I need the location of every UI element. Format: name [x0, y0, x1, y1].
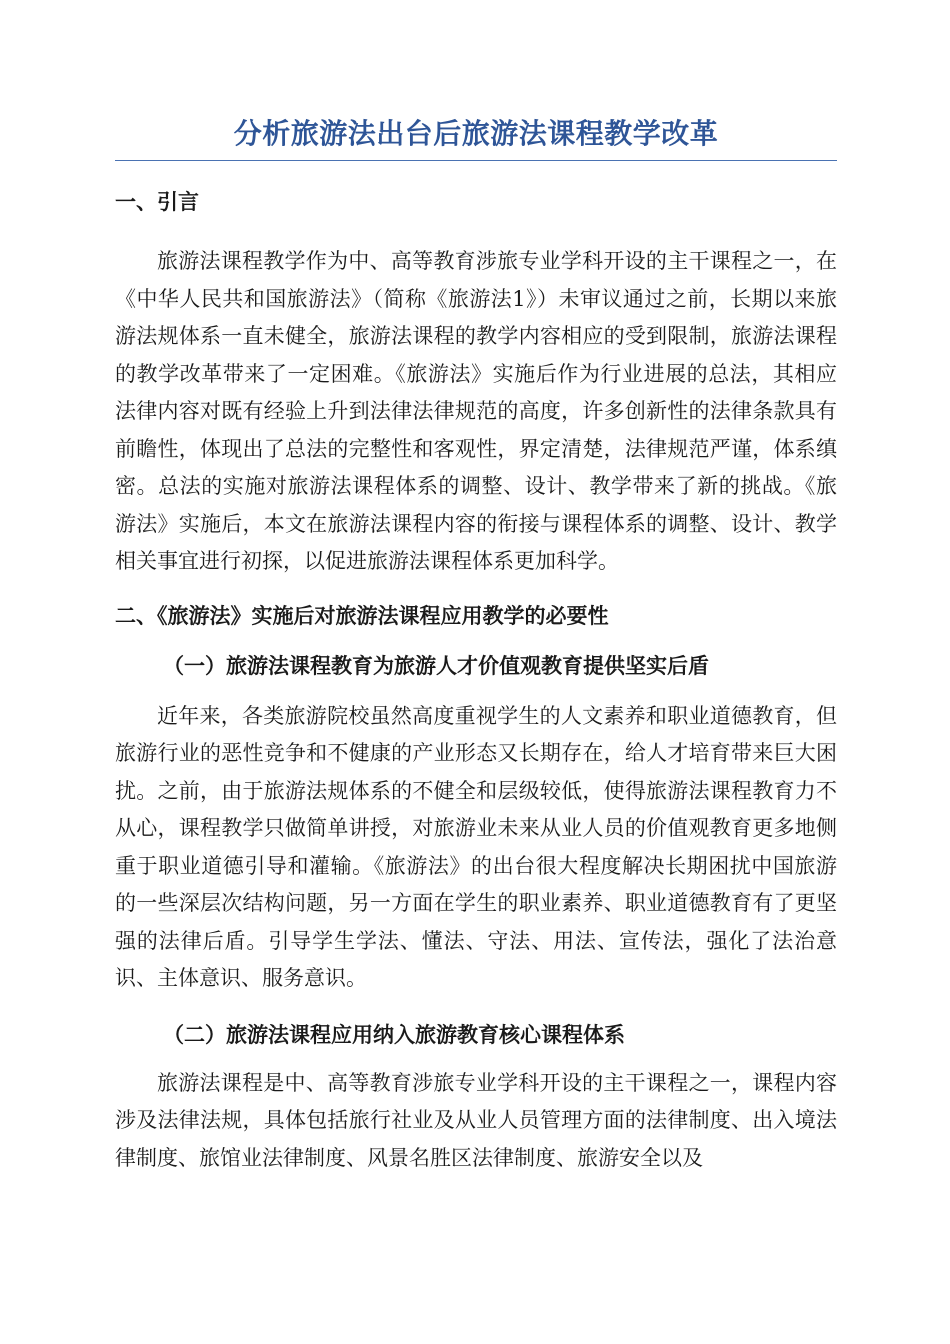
section-heading-introduction: 一、引言 — [115, 190, 199, 214]
section-heading-necessity: 二、《旅游法》实施后对旅游法课程应用教学的必要性 — [115, 603, 609, 628]
subsection-heading-core-curriculum: （二）旅游法课程应用纳入旅游教育核心课程体系 — [163, 1021, 625, 1047]
title-underline — [115, 160, 837, 161]
introduction-paragraph: 旅游法课程教学作为中、高等教育涉旅专业学科开设的主干课程之一，在《中华人民共和国旅游法》（简称《旅游法1》）未审议通过之前，长期以来旅游法规体系一直未健全，旅游法课程的教学内容相应的受到限制，旅游法课程的教学改革带来了一定困难。《旅游法》实施后作为行业进展的总法，其相应法律内容对既有经验上升到法律法律规范的高度，许多创新性的法律条款具有前瞻性，体现出了总法的完整性和客观性，界定清楚，法律规范严谨，体系缜密。总法的实施对旅游法课程体系的调整、设计、教学带来了新的挑战。《旅游法》实施后，本文在旅游法课程内容的衔接与课程体系的调整、设计、教学相关事宜进行初探，以促进旅游法课程体系更加科学。 — [115, 249, 837, 573]
value-education-paragraph: 近年来，各类旅游院校虽然高度重视学生的人文素养和职业道德教育，但旅游行业的恶性竞争和不健康的产业形态又长期存在，给人才培育带来巨大困扰。之前，由于旅游法规体系的不健全和层级较低，使得旅游法课程教育力不从心，课程教学只做简单讲授，对旅游业未来从业人员的价值观教育更多地侧重于职业道德引导和灌输。《旅游法》的出台很大程度解决长期困扰中国旅游的一些深层次结构问题，另一方面在学生的职业素养、职业道德教育有了更坚强的法律后盾。引导学生学法、懂法、守法、用法、宣传法，强化了法治意识、主体意识、服务意识。 — [115, 703, 837, 990]
document-title: 分析旅游法出台后旅游法课程教学改革 — [233, 117, 719, 150]
core-curriculum-paragraph: 旅游法课程是中、高等教育涉旅专业学科开设的主干课程之一，课程内容涉及法律法规，具体包括旅行社业及从业人员管理方面的法律制度、出入境法律制度、旅馆业法律制度、风景名胜区法律制度、旅游安全以及 — [115, 1070, 837, 1170]
subsection-heading-value-education: （一）旅游法课程教育为旅游人才价值观教育提供坚实后盾 — [163, 652, 709, 678]
document-page — [115, 0, 837, 1177]
